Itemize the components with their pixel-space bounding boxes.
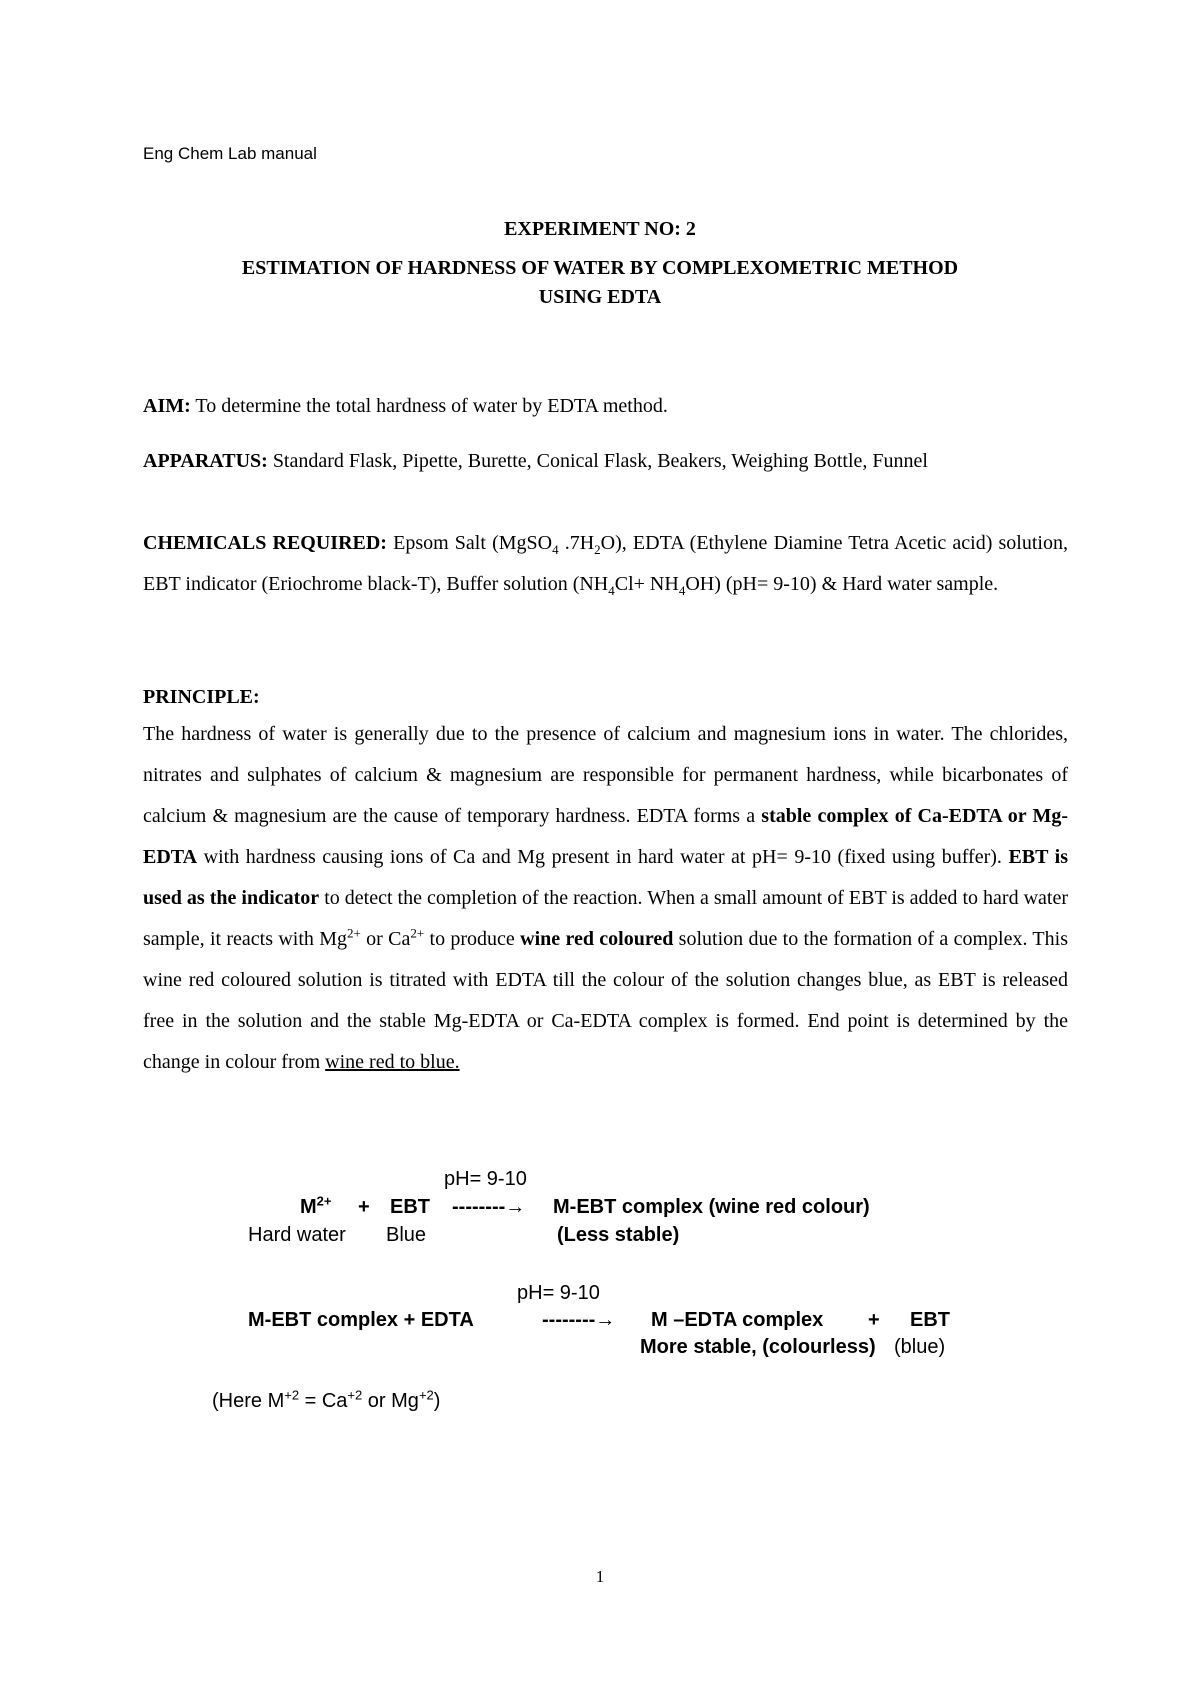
principle-text: solution due to the formation of a complex. This wine red coloured solution is titrated with EDTA till the colour of the solution changes blue, as EBT is released free in the solution and the stable Mg-EDTA or Ca-EDTA complex is formed. End point is determined by the change in colour from [143, 928, 1068, 1073]
experiment-number: EXPERIMENT NO: 2 [504, 218, 696, 240]
superscript: 2+ [410, 925, 425, 941]
reaction2-condition: pH= 9-10 [517, 1282, 600, 1304]
reaction1-arrow: --------→ [452, 1196, 526, 1218]
reaction1-condition: pH= 9-10 [444, 1168, 527, 1190]
note-text: = Ca [299, 1390, 348, 1412]
subscript: 4 [678, 583, 686, 598]
note-text: or Mg [362, 1390, 419, 1412]
reaction1-ebt: EBT [390, 1196, 430, 1218]
chemicals-text: .7H [558, 532, 595, 554]
apparatus-label: APPARATUS: [143, 450, 268, 472]
reaction1-product: M-EBT complex (wine red colour) [553, 1196, 870, 1218]
reaction2-product1: M –EDTA complex [651, 1309, 824, 1331]
reaction1-plus: + [358, 1196, 370, 1218]
reaction2-product2: EBT [910, 1309, 950, 1331]
principle-text: to produce [424, 928, 521, 950]
reaction1-metal [300, 1193, 332, 1219]
apparatus-text: Standard Flask, Pipette, Burette, Conical Flask, Beakers, Weighing Bottle, Funnel [267, 450, 928, 472]
subscript: 4 [608, 583, 615, 598]
reaction1-label-blue: Blue [386, 1224, 427, 1246]
chemicals-text: Cl+ NH [614, 573, 679, 595]
superscript: 2+ [316, 1193, 332, 1209]
reaction2-arrow: --------→ [542, 1309, 616, 1331]
principle-bold: wine red coloured [520, 928, 674, 950]
reaction1-label-less-stable: (Less stable) [557, 1224, 680, 1246]
experiment-title-line1: ESTIMATION OF HARDNESS OF WATER BY COMPLEXOMETRIC METHOD [241, 257, 959, 279]
page-number: 1 [595, 1567, 605, 1586]
reaction2-label-blue: (blue) [894, 1336, 946, 1358]
aim-label: AIM: [143, 395, 191, 417]
experiment-title-line2: USING EDTA [538, 286, 662, 308]
aim-text: To determine the total hardness of water by EDTA method. [190, 395, 668, 417]
principle-heading-text: PRINCIPLE: [143, 686, 260, 708]
reaction1-label-hard-water: Hard water [248, 1224, 346, 1246]
note-text: ) [433, 1390, 441, 1412]
apparatus-paragraph [143, 441, 1068, 482]
note-text: (Here M [212, 1390, 285, 1412]
principle-underlined: wine red to blue. [325, 1051, 460, 1073]
reaction2-reactants: M-EBT complex + EDTA [248, 1309, 474, 1331]
principle-text: to detect the completion of the reaction. When a small amount of EBT is added to hard water sample, it reacts with Mg [143, 887, 1068, 950]
principle-text: The hardness of water is generally due to the presence of calcium and magnesium ions in water. The chlorides, nitrates and sulphates of calcium & magnesium are responsible for permanent hardness, while bicarbonates of calcium & magnesium are the cause of temporary hardness. EDTA forms a [143, 723, 1068, 827]
principle-bold: stable complex of Ca-EDTA or Mg-EDTA [143, 805, 1068, 868]
note-line [212, 1387, 441, 1413]
principle-text: or Ca [360, 928, 411, 950]
superscript: +2 [418, 1387, 434, 1403]
principle-paragraph [143, 714, 1068, 1083]
chemicals-text: Epsom Salt (MgSO [386, 532, 553, 554]
running-header: Eng Chem Lab manual [143, 144, 317, 163]
superscript: 2+ [347, 925, 361, 941]
principle-text: with hardness causing ions of Ca and Mg present in hard water at pH= 9-10 (fixed using buffer). [197, 846, 1009, 868]
chemicals-text: OH) (pH= 9-10) & Hard water sample. [685, 573, 999, 595]
principle-bold: EBT is used as the indicator [143, 846, 1069, 909]
reaction2-plus: + [868, 1309, 880, 1331]
principle-heading [143, 677, 1068, 718]
chemicals-text: O), EDTA (Ethylene Diamine Tetra Acetic acid) solution, EBT indicator (Eriochrome black-T), Buffer solution (NH [143, 532, 1068, 595]
aim-paragraph [143, 386, 1068, 427]
superscript: +2 [284, 1387, 300, 1403]
subscript: 4 [552, 542, 559, 557]
superscript: +2 [347, 1387, 363, 1403]
subscript: 2 [594, 542, 601, 557]
chemicals-paragraph [143, 523, 1068, 605]
reaction1-metal-symbol: M [300, 1196, 317, 1218]
reaction2-label-more-stable: More stable, (colourless) [640, 1336, 876, 1358]
chemicals-label: CHEMICALS REQUIRED: [143, 532, 387, 554]
